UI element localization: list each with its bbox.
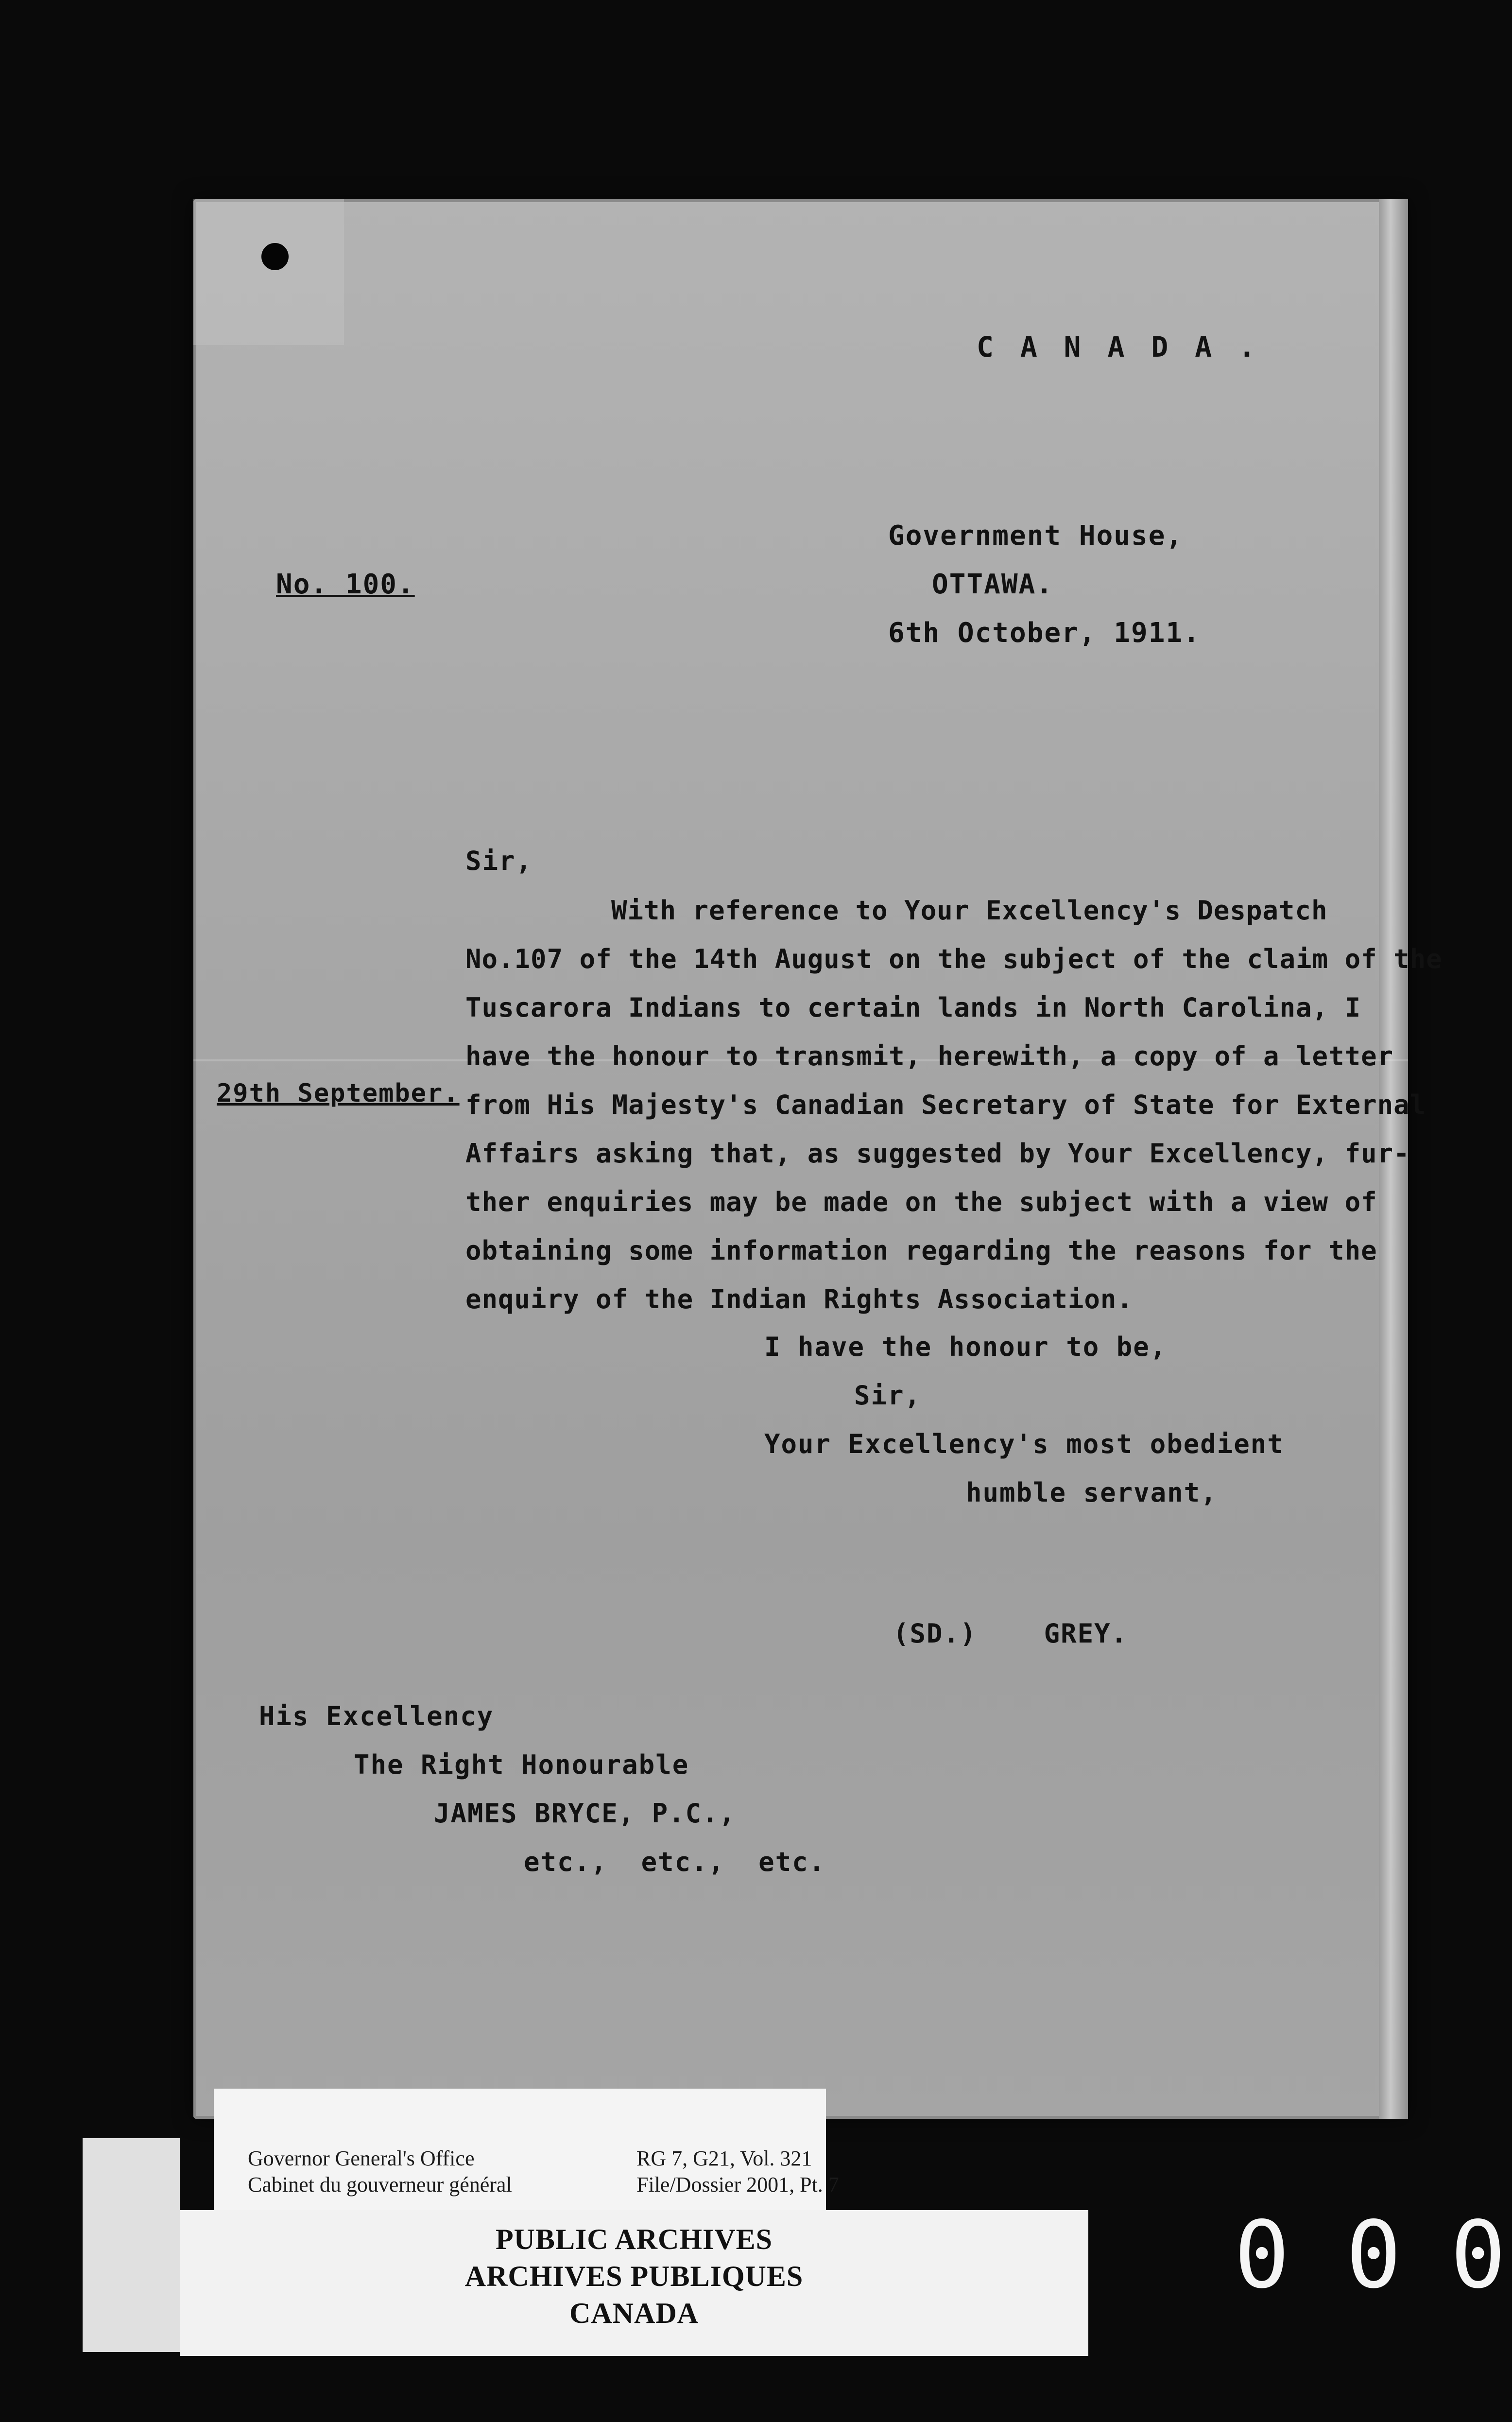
label-backing-strip bbox=[83, 2138, 180, 2352]
closing-line: Sir, bbox=[854, 1380, 922, 1411]
signature: (SD.) GREY. bbox=[893, 1618, 1128, 1649]
sender-place: Government House, bbox=[888, 520, 1184, 552]
body-line: With reference to Your Excellency's Despatch bbox=[611, 895, 1328, 926]
frame-digit: 0 bbox=[1234, 2201, 1290, 2309]
body-line: Affairs asking that, as suggested by Your Excellency, fur- bbox=[465, 1138, 1410, 1169]
country-heading: C A N A D A . bbox=[977, 330, 1260, 363]
document-page bbox=[193, 199, 1443, 2119]
body-line: Tuscarora Indians to certain lands in North Carolina, I bbox=[465, 992, 1361, 1023]
office-french: Cabinet du gouverneur général bbox=[248, 2173, 512, 2197]
addressee-line: The Right Honourable bbox=[354, 1749, 689, 1780]
letter-date: 6th October, 1911. bbox=[888, 617, 1201, 649]
addressee-line: His Excellency bbox=[259, 1701, 494, 1731]
frame-digit: 0 bbox=[1450, 2201, 1506, 2309]
stamp-line-french: ARCHIVES PUBLIQUES bbox=[464, 2260, 804, 2292]
office-english: Governor General's Office bbox=[248, 2146, 475, 2170]
punch-hole bbox=[261, 243, 289, 270]
paper-corner-patch bbox=[193, 199, 344, 345]
margin-note-date: 29th September. bbox=[217, 1079, 460, 1108]
stamp-line-english: PUBLIC ARCHIVES bbox=[495, 2223, 773, 2255]
closing-line: I have the honour to be, bbox=[764, 1332, 1167, 1362]
sender-city: OTTAWA. bbox=[932, 569, 1054, 600]
body-line: ther enquiries may be made on the subject with a view of bbox=[465, 1187, 1377, 1217]
body-line: No.107 of the 14th August on the subject of the claim of the bbox=[465, 944, 1443, 974]
body-line: from His Majesty's Canadian Secretary of State for External bbox=[465, 1090, 1426, 1120]
closing-line: Your Excellency's most obedient bbox=[764, 1429, 1284, 1459]
salutation: Sir, bbox=[465, 846, 533, 876]
closing-line: humble servant, bbox=[966, 1477, 1218, 1508]
body-line: obtaining some information regarding the reasons for the bbox=[465, 1235, 1377, 1266]
body-line: enquiry of the Indian Rights Association. bbox=[465, 1284, 1133, 1315]
frame-digit: 0 bbox=[1346, 2201, 1402, 2309]
file-reference: File/Dossier 2001, Pt. 7 bbox=[636, 2173, 839, 2197]
record-group-reference: RG 7, G21, Vol. 321 bbox=[636, 2146, 812, 2170]
dispatch-number: No. 100. bbox=[276, 569, 415, 600]
body-line: have the honour to transmit, herewith, a copy of a letter bbox=[465, 1041, 1394, 1072]
addressee-line: etc., etc., etc. bbox=[524, 1847, 826, 1877]
archives-stamp bbox=[180, 2210, 1088, 2356]
addressee-line: JAMES BRYCE, P.C., bbox=[434, 1798, 736, 1829]
archive-reference-label bbox=[214, 2089, 839, 2210]
stamp-line-country: CANADA bbox=[569, 2297, 699, 2329]
